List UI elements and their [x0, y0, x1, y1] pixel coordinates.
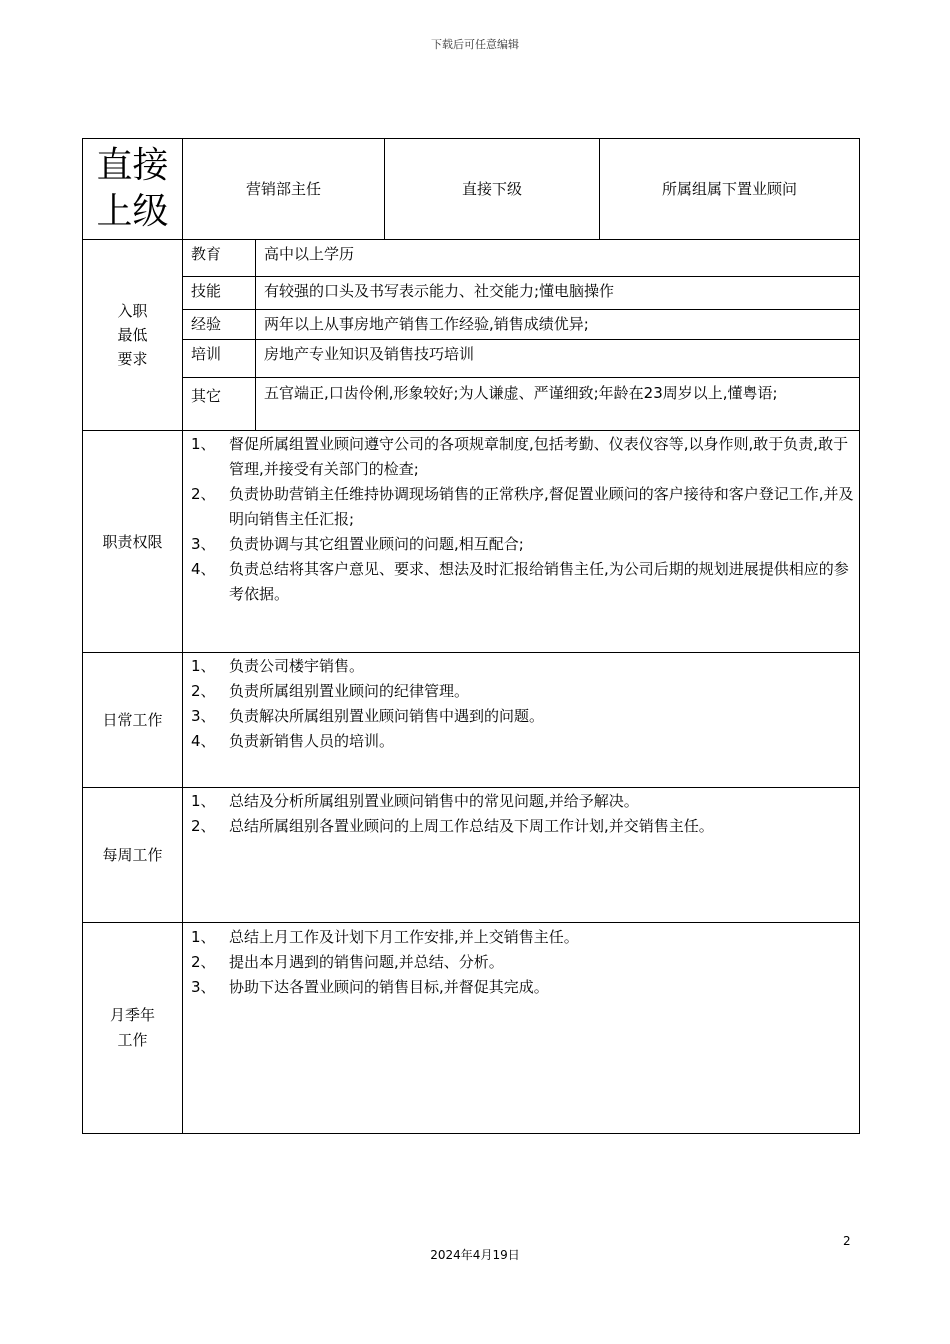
req-name-training: 培训 — [191, 345, 222, 363]
daily-work-list — [191, 654, 857, 786]
list-item: 2、 总结所属组别各置业顾问的上周工作总结及下周工作计划,并交销售主任。 — [191, 817, 714, 835]
list-item: 3、 负责协调与其它组置业顾问的问题,相互配合; — [191, 535, 524, 553]
req-value-training: 房地产专业知识及销售技巧培训 — [264, 345, 475, 363]
job-description-table — [82, 138, 860, 1134]
list-item: 2、 负责所属组别置业顾问的纪律管理。 — [191, 682, 470, 700]
weekly-work-list — [191, 789, 857, 921]
list-item: 4、 负责总结将其客户意见、要求、想法及时汇报给销售主任,为公司后期的规划进展提供相应的参考依据。 — [191, 560, 849, 603]
footer-date: 2024年4月19日 — [430, 1248, 520, 1262]
weekly-work-label: 每周工作 — [102, 846, 163, 864]
monthly-work-label: 月季年工作 — [109, 1006, 155, 1049]
responsibility-list — [191, 432, 857, 651]
list-item: 1、 负责公司楼宇销售。 — [191, 657, 365, 675]
list-item: 2、 提出本月遇到的销售问题,并总结、分析。 — [191, 953, 504, 971]
req-value-other: 五官端正,口齿伶俐,形象较好;为人谦虚、严谨细致;年龄在23周岁以上,懂粤语; — [264, 384, 778, 402]
responsibility-label: 职责权限 — [102, 532, 163, 551]
subordinate-value: 所属组属下置业顾问 — [661, 180, 797, 198]
list-item: 4、 负责新销售人员的培训。 — [191, 732, 395, 750]
req-value-skill: 有较强的口头及书写表示能力、社交能力;懂电脑操作 — [264, 282, 615, 300]
monthly-work-list — [191, 925, 857, 1131]
direct-superior-label: 直接上级 — [96, 145, 169, 232]
req-value-education: 高中以上学历 — [264, 245, 355, 263]
list-item: 1、 督促所属组置业顾问遵守公司的各项规章制度,包括考勤、仪表仪容等,以身作则,敢于负责,敢于管理,并接受有关部门的检查; — [191, 435, 849, 478]
superior-value: 营销部主任 — [245, 180, 321, 198]
list-item: 3、 负责解决所属组别置业顾问销售中遇到的问题。 — [191, 707, 545, 725]
req-name-education: 教育 — [191, 245, 222, 263]
page-header: 下载后可任意编辑 — [431, 38, 519, 51]
list-item: 1、 总结上月工作及计划下月工作安排,并上交销售主任。 — [191, 928, 579, 946]
list-item: 3、 协助下达各置业顾问的销售目标,并督促其完成。 — [191, 978, 549, 996]
req-name-experience: 经验 — [191, 315, 222, 333]
requirements-label: 入职最低要求 — [117, 302, 148, 368]
daily-work-label: 日常工作 — [102, 711, 163, 729]
list-item: 2、 负责协助营销主任维持协调现场销售的正常秩序,督促置业顾问的客户接待和客户登记工作,并及明向销售主任汇报; — [191, 485, 854, 528]
direct-subordinate-label: 直接下级 — [461, 180, 522, 198]
req-name-skill: 技能 — [191, 282, 222, 300]
list-item: 1、 总结及分析所属组别置业顾问销售中的常见问题,并给予解决。 — [191, 792, 639, 810]
req-name-other: 其它 — [191, 387, 222, 405]
req-value-experience: 两年以上从事房地产销售工作经验,销售成绩优异; — [264, 315, 589, 333]
page-number: 2 — [843, 1234, 851, 1248]
